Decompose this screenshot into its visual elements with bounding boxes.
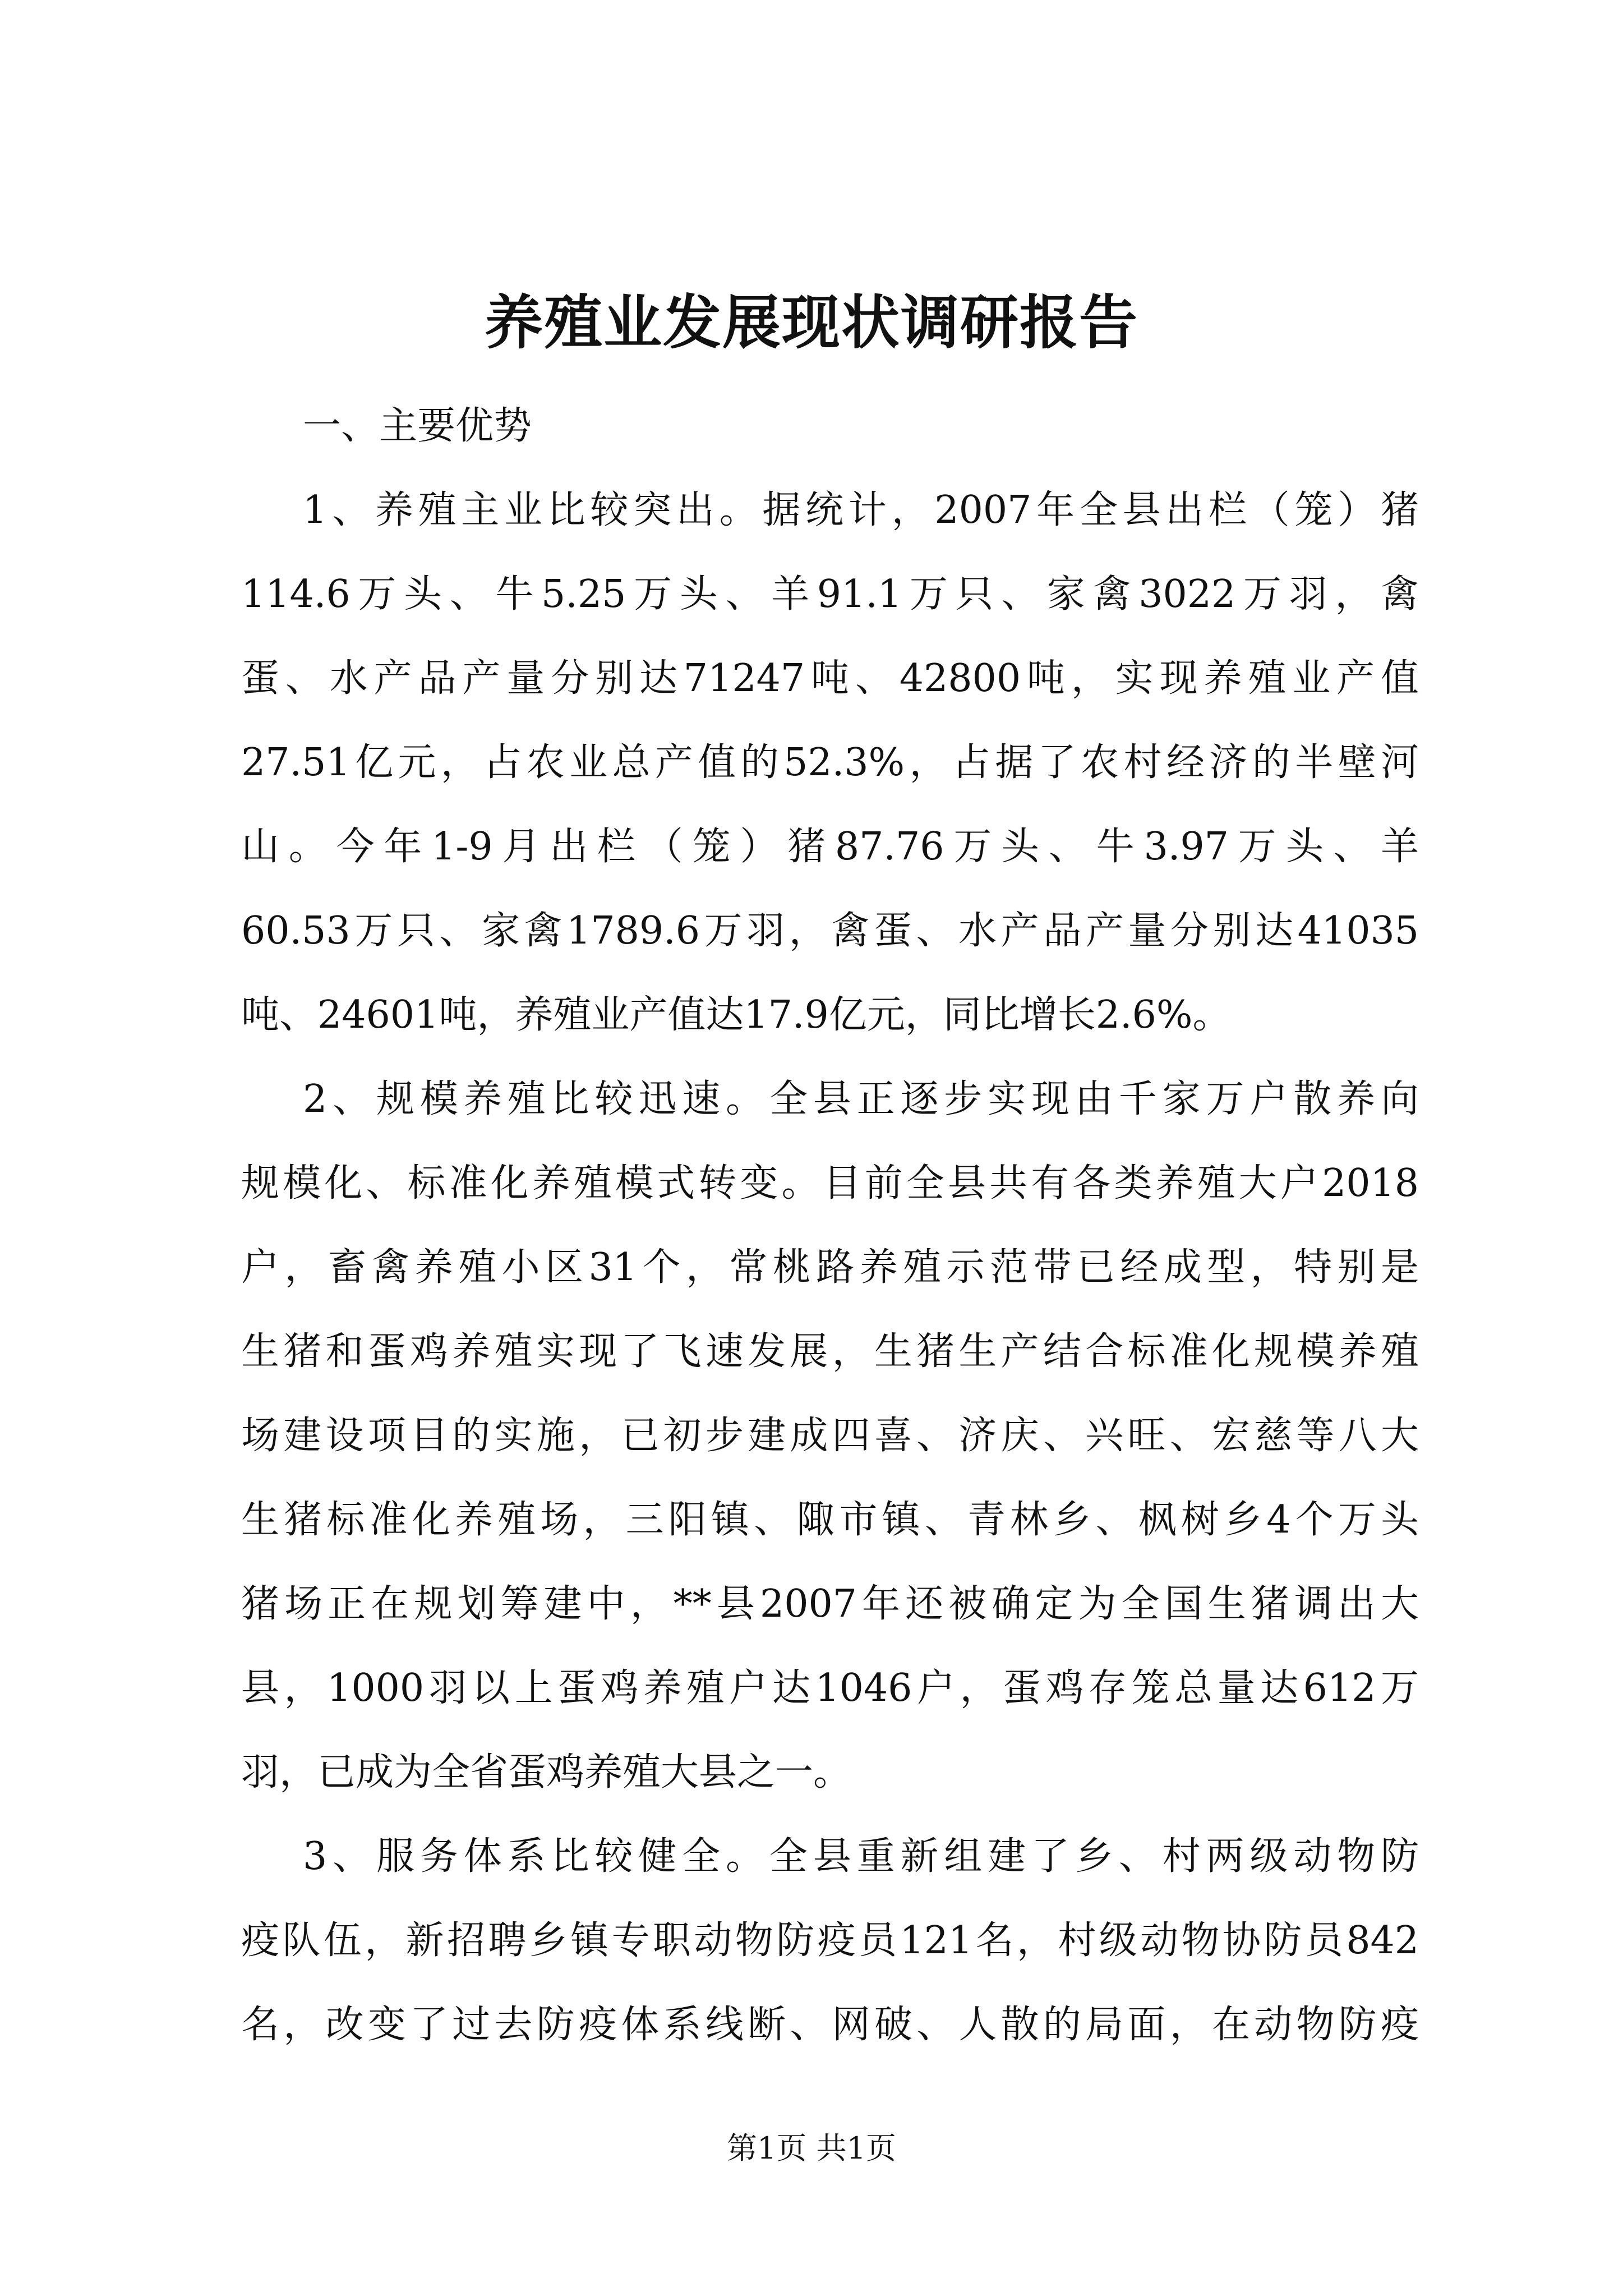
paragraph-line: 户，畜禽养殖小区31个，常桃路养殖示范带已经成型，特别是: [241, 1245, 1419, 1290]
document-title: 养殖业发展现状调研报告: [484, 288, 1138, 357]
paragraph-line: 3、服务体系比较健全。全县重新组建了乡、村两级动物防: [303, 1834, 1419, 1879]
paragraph-line: 山。今年1-9月出栏（笼）猪87.76万头、牛3.97万头、羊: [241, 825, 1419, 869]
paragraph-line: 27.51亿元，占农业总产值的52.3%，占据了农村经济的半壁河: [241, 740, 1419, 785]
paragraph-3: [241, 1815, 1419, 2067]
paragraph-line: 猪场正在规划筹建中，**县2007年还被确定为全国生猪调出大: [241, 1582, 1419, 1626]
section-heading: 一、主要优势: [303, 404, 532, 448]
paragraph-line: 规模化、标准化养殖模式转变。目前全县共有各类养殖大户2018: [241, 1161, 1419, 1205]
paragraph-line: 羽，已成为全省蛋鸡养殖大县之一。: [241, 1750, 852, 1795]
paragraph-line: 名，改变了过去防疫体系线断、网破、人散的局面，在动物防疫: [241, 2003, 1419, 2047]
paragraph-line: 蛋、水产品产量分别达71247吨、42800吨，实现养殖业产值: [241, 656, 1419, 701]
paragraph-1: [241, 468, 1419, 1057]
paragraph-line: 生猪标准化养殖场，三阳镇、陬市镇、青林乡、枫树乡4个万头: [241, 1498, 1419, 1542]
paragraph-line: 场建设项目的实施，已初步建成四喜、济庆、兴旺、宏慈等八大: [241, 1414, 1419, 1458]
paragraph-line: 114.6万头、牛5.25万头、羊91.1万只、家禽3022万羽，禽: [241, 572, 1419, 616]
document-body: [241, 384, 1419, 2067]
paragraph-line: 2、规模养殖比较迅速。全县正逐步实现由千家万户散养向: [303, 1077, 1419, 1121]
page-footer: 第1页 共1页: [727, 2131, 896, 2166]
paragraph-line: 1、养殖主业比较突出。据统计，2007年全县出栏（笼）猪: [303, 488, 1419, 532]
paragraph-line: 吨、24601吨，养殖业产值达17.9亿元，同比增长2.6%。: [241, 993, 1231, 1037]
paragraph-2: [241, 1057, 1419, 1815]
paragraph-line: 60.53万只、家禽1789.6万羽，禽蛋、水产品产量分别达41035: [241, 909, 1419, 953]
paragraph-line: 疫队伍，新招聘乡镇专职动物防疫员121名，村级动物协防员842: [241, 1918, 1419, 1963]
paragraph-line: 生猪和蛋鸡养殖实现了飞速发展，生猪生产结合标准化规模养殖: [241, 1329, 1419, 1374]
paragraph-line: 县，1000羽以上蛋鸡养殖户达1046户，蛋鸡存笼总量达612万: [241, 1666, 1419, 1710]
